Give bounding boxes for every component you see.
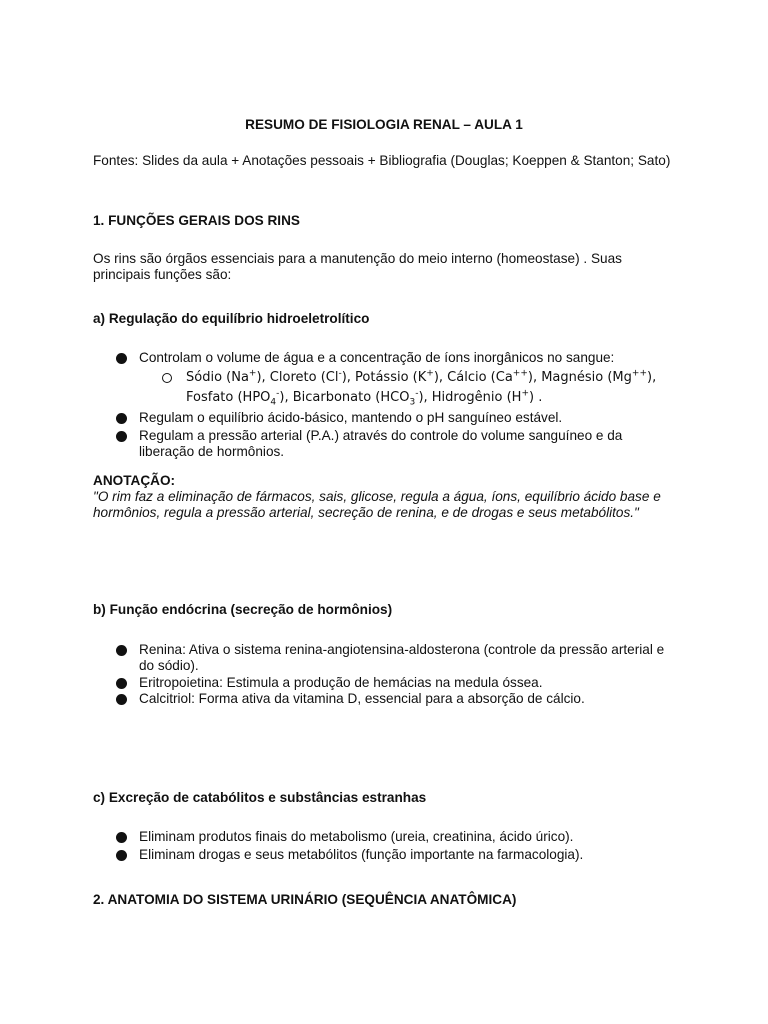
subsection-b-heading: b) Função endócrina (secreção de hormônios) <box>93 602 393 617</box>
list-item <box>116 691 676 707</box>
list-item-text: Eritropoietina: Estimula a produção de hemácias na medula óssea. <box>139 675 543 690</box>
ion-list-item <box>162 368 682 408</box>
section-2-heading: 2. ANATOMIA DO SISTEMA URINÁRIO (SEQUÊNCIA ANATÔMICA) <box>93 892 517 907</box>
list-item <box>116 410 676 426</box>
section-1-intro: Os rins são órgãos essenciais para a manutenção do meio interno (homeostase) . Suas principais funções são: <box>93 251 622 282</box>
list-item <box>116 428 676 460</box>
bullet-icon <box>116 832 127 843</box>
list-item-text: Eliminam produtos finais do metabolismo (ureia, creatinina, ácido úrico). <box>139 829 574 844</box>
ion-list-text: Sódio (Na+), Cloreto (Cl-), Potássio (K+), Cálcio (Ca++), Magnésio (Mg++), Fosfato $(HPO_4^-)$, Bicarbonato $(HCO_3^-)$, Hidrogênio (H+) . <box>186 368 657 408</box>
list-item <box>116 350 676 366</box>
note-label: ANOTAÇÃO: <box>93 473 176 488</box>
bullet-icon <box>116 353 127 364</box>
bullet-icon <box>116 645 127 656</box>
bullet-icon <box>116 678 127 689</box>
bullet-icon <box>116 850 127 861</box>
bullet-icon <box>116 431 127 442</box>
list-item-text: Eliminam drogas e seus metabólitos (função importante na farmacologia). <box>139 847 584 862</box>
subsection-a-heading: a) Regulação do equilíbrio hidroeletrolítico <box>93 311 370 326</box>
section-1-heading: 1. FUNÇÕES GERAIS DOS RINS <box>93 213 300 228</box>
list-item-text: Controlam o volume de água e a concentração de íons inorgânicos no sangue: <box>139 350 615 365</box>
hollow-bullet-icon <box>162 373 172 383</box>
sources-line: Fontes: Slides da aula + Anotações pessoais + Bibliografia (Douglas; Koeppen & Stanton; Sato) <box>93 153 671 168</box>
document-title: RESUMO DE FISIOLOGIA RENAL – AULA 1 <box>245 117 523 132</box>
list-item-text: Regulam o equilíbrio ácido-básico, mantendo o pH sanguíneo estável. <box>139 410 563 425</box>
list-item <box>116 829 676 845</box>
list-item-text: Renina: Ativa o sistema renina-angiotensina-aldosterona (controle da pressão arterial e do sódio). <box>139 642 665 673</box>
list-item <box>116 675 676 691</box>
note-text: "O rim faz a eliminação de fármacos, sais, glicose, regula a água, íons, equilíbrio ácido base e hormônios, regula a pressão arterial, secreção de renina, e de drogas e seus metabólitos." <box>93 489 661 520</box>
list-item-text: Calcitriol: Forma ativa da vitamina D, essencial para a absorção de cálcio. <box>139 691 585 706</box>
list-item-text: Regulam a pressão arterial (P.A.) através do controle do volume sanguíneo e da liberação de hormônios. <box>139 428 623 459</box>
subsection-c-heading: c) Excreção de catabólitos e substâncias estranhas <box>93 790 427 805</box>
bullet-icon <box>116 413 127 424</box>
list-item <box>116 642 676 674</box>
bullet-icon <box>116 694 127 705</box>
list-item <box>116 847 676 863</box>
